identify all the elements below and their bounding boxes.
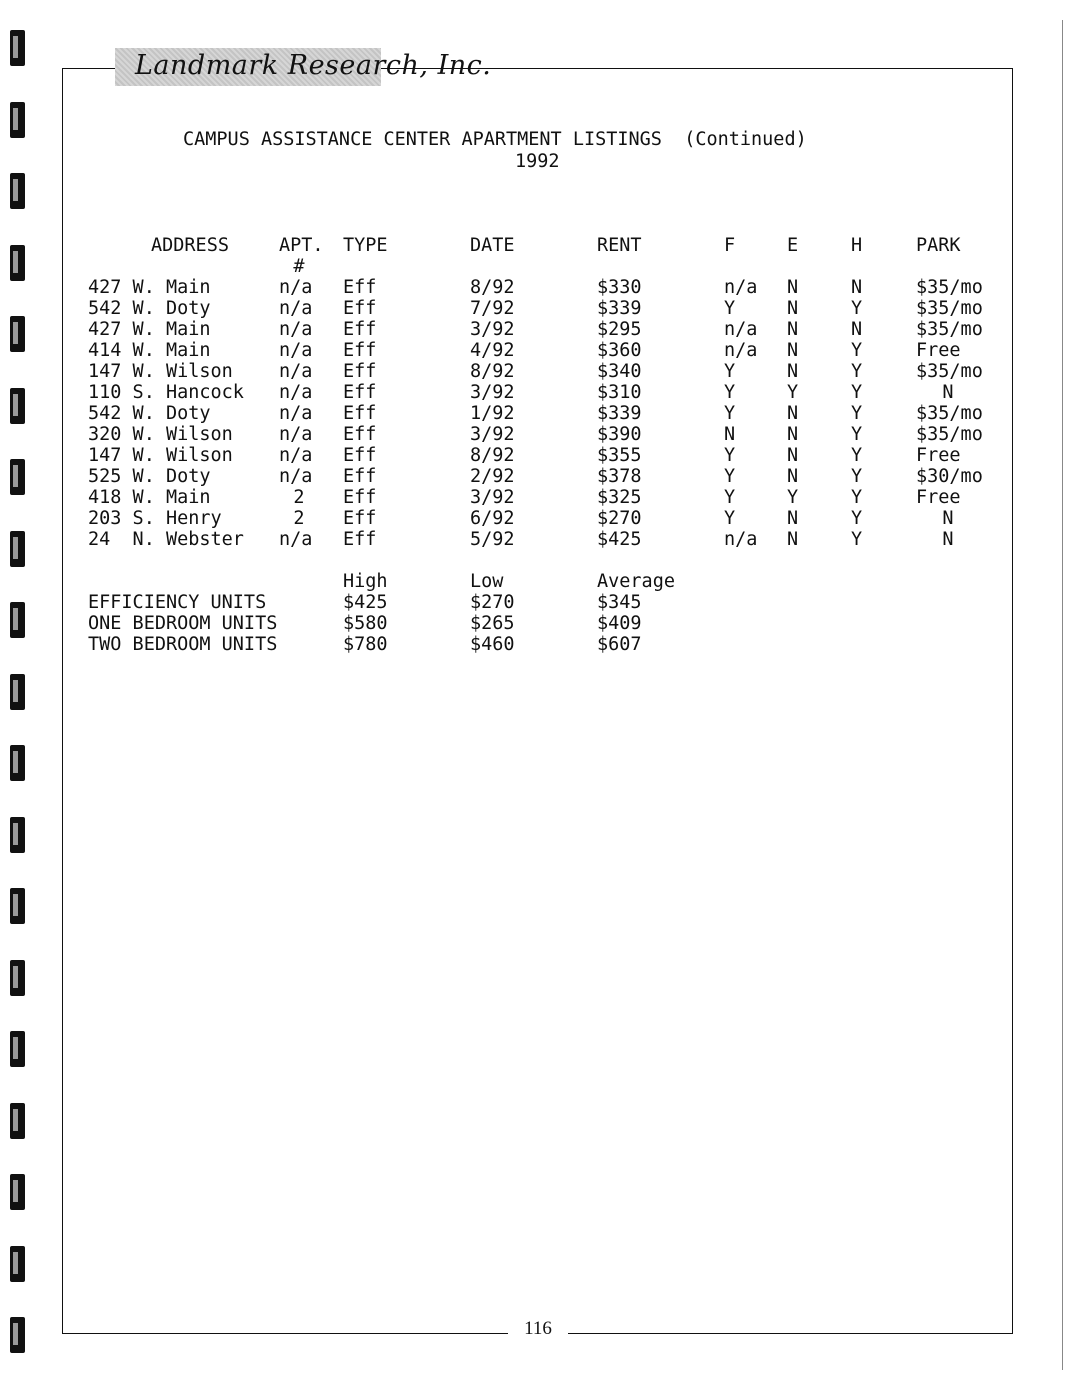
- table-row: [0, 382, 1077, 403]
- cell-rent: $360: [597, 340, 642, 361]
- cell-f: Y: [724, 382, 736, 403]
- cell-apt: n/a: [279, 319, 313, 340]
- cell-date: 8/92: [470, 361, 515, 382]
- cell-f: Y: [724, 487, 736, 508]
- cell-rent: $355: [597, 445, 642, 466]
- cell-rent: $295: [597, 319, 642, 340]
- cell-f: Y: [724, 508, 736, 529]
- binder-hole: [10, 30, 25, 66]
- cell-park: $35/mo: [916, 361, 983, 382]
- cell-h: Y: [851, 382, 863, 403]
- cell-address: 147 W. Wilson: [88, 361, 233, 382]
- header-date: DATE: [470, 235, 515, 256]
- cell-type: Eff: [343, 403, 377, 424]
- cell-h: Y: [851, 466, 863, 487]
- summary-row: [0, 592, 1077, 613]
- cell-address: 147 W. Wilson: [88, 445, 233, 466]
- table-row: [0, 298, 1077, 319]
- cell-h: N: [851, 277, 863, 298]
- cell-address: 418 W. Main: [88, 487, 211, 508]
- table-row: [0, 466, 1077, 487]
- summary-low: $265: [470, 613, 515, 634]
- summary-low: $270: [470, 592, 515, 613]
- cell-address: 525 W. Doty: [88, 466, 211, 487]
- cell-h: Y: [851, 403, 863, 424]
- binder-hole: [10, 745, 25, 781]
- binder-holes: [10, 0, 26, 1379]
- cell-rent: $339: [597, 298, 642, 319]
- cell-type: Eff: [343, 319, 377, 340]
- cell-rent: $325: [597, 487, 642, 508]
- summary-average: $345: [597, 592, 642, 613]
- cell-address: 427 W. Main: [88, 319, 211, 340]
- cell-apt: n/a: [279, 361, 313, 382]
- cell-type: Eff: [343, 529, 377, 550]
- cell-apt: n/a: [279, 298, 313, 319]
- cell-e: N: [787, 529, 799, 550]
- cell-date: 7/92: [470, 298, 515, 319]
- header-apt-sub: #: [293, 256, 305, 277]
- summary-high: $780: [343, 634, 388, 655]
- cell-date: 8/92: [470, 277, 515, 298]
- cell-type: Eff: [343, 487, 377, 508]
- cell-f: Y: [724, 361, 736, 382]
- binder-hole: [10, 102, 25, 138]
- table-row: [0, 529, 1077, 550]
- cell-e: N: [787, 340, 799, 361]
- cell-e: Y: [787, 487, 799, 508]
- cell-type: Eff: [343, 466, 377, 487]
- cell-f: Y: [724, 466, 736, 487]
- cell-rent: $339: [597, 403, 642, 424]
- header-h: H: [851, 235, 863, 256]
- cell-h: Y: [851, 424, 863, 445]
- cell-park: Free: [916, 340, 961, 361]
- table-row: [0, 508, 1077, 529]
- cell-rent: $330: [597, 277, 642, 298]
- cell-address: 542 W. Doty: [88, 403, 211, 424]
- summary-header-high: High: [343, 571, 388, 592]
- cell-rent: $340: [597, 361, 642, 382]
- binder-hole: [10, 173, 25, 209]
- cell-rent: $310: [597, 382, 642, 403]
- table-row: [0, 340, 1077, 361]
- cell-address: 414 W. Main: [88, 340, 211, 361]
- cell-type: Eff: [343, 298, 377, 319]
- cell-type: Eff: [343, 340, 377, 361]
- cell-apt: n/a: [279, 277, 313, 298]
- cell-h: Y: [851, 487, 863, 508]
- cell-apt: n/a: [279, 529, 313, 550]
- cell-type: Eff: [343, 277, 377, 298]
- cell-park: $35/mo: [916, 319, 983, 340]
- cell-apt: 2: [293, 487, 305, 508]
- header-park: PARK: [916, 235, 961, 256]
- summary-label: EFFICIENCY UNITS: [88, 592, 267, 613]
- header-f: F: [724, 235, 736, 256]
- cell-apt: 2: [293, 508, 305, 529]
- summary-label: ONE BEDROOM UNITS: [88, 613, 278, 634]
- cell-h: Y: [851, 361, 863, 382]
- cell-e: Y: [787, 382, 799, 403]
- cell-date: 8/92: [470, 445, 515, 466]
- summary-header-average: Average: [597, 571, 675, 592]
- cell-type: Eff: [343, 361, 377, 382]
- cell-e: N: [787, 298, 799, 319]
- binder-hole: [10, 960, 25, 996]
- cell-address: 427 W. Main: [88, 277, 211, 298]
- cell-f: Y: [724, 403, 736, 424]
- header-type: TYPE: [343, 235, 388, 256]
- cell-date: 3/92: [470, 487, 515, 508]
- summary-row: [0, 613, 1077, 634]
- cell-park: $35/mo: [916, 403, 983, 424]
- cell-date: 4/92: [470, 340, 515, 361]
- cell-park: Free: [916, 445, 961, 466]
- company-name: Landmark Research, Inc.: [135, 50, 492, 81]
- summary-high: $580: [343, 613, 388, 634]
- header-address: ADDRESS: [151, 235, 229, 256]
- table-row: [0, 319, 1077, 340]
- binder-hole: [10, 1246, 25, 1282]
- table-row: [0, 424, 1077, 445]
- cell-park: $30/mo: [916, 466, 983, 487]
- header-apt: APT.: [279, 235, 324, 256]
- cell-park: $35/mo: [916, 424, 983, 445]
- cell-date: 2/92: [470, 466, 515, 487]
- summary-row: [0, 634, 1077, 655]
- page-number: 116: [524, 1318, 552, 1339]
- cell-apt: n/a: [279, 403, 313, 424]
- cell-rent: $390: [597, 424, 642, 445]
- cell-f: n/a: [724, 277, 758, 298]
- cell-park: N: [942, 382, 954, 403]
- cell-date: 3/92: [470, 382, 515, 403]
- cell-apt: n/a: [279, 340, 313, 361]
- binder-hole: [10, 1031, 25, 1067]
- cell-e: N: [787, 403, 799, 424]
- cell-park: $35/mo: [916, 298, 983, 319]
- cell-apt: n/a: [279, 466, 313, 487]
- cell-h: N: [851, 319, 863, 340]
- summary-high: $425: [343, 592, 388, 613]
- cell-e: N: [787, 466, 799, 487]
- binder-hole: [10, 888, 25, 924]
- table-row: [0, 403, 1077, 424]
- cell-park: N: [942, 508, 954, 529]
- binder-hole: [10, 817, 25, 853]
- page-title: CAMPUS ASSISTANCE CENTER APARTMENT LISTINGS (Continued): [183, 129, 807, 150]
- cell-type: Eff: [343, 382, 377, 403]
- cell-f: n/a: [724, 529, 758, 550]
- page-frame: [62, 68, 1013, 1334]
- cell-e: N: [787, 277, 799, 298]
- cell-h: Y: [851, 340, 863, 361]
- cell-f: n/a: [724, 340, 758, 361]
- cell-address: 24 N. Webster: [88, 529, 244, 550]
- cell-apt: n/a: [279, 445, 313, 466]
- cell-apt: n/a: [279, 382, 313, 403]
- cell-address: 320 W. Wilson: [88, 424, 233, 445]
- cell-f: Y: [724, 445, 736, 466]
- header-rent: RENT: [597, 235, 642, 256]
- binder-hole: [10, 1103, 25, 1139]
- table-row: [0, 445, 1077, 466]
- cell-address: 203 S. Henry: [88, 508, 222, 529]
- cell-e: N: [787, 445, 799, 466]
- table-row: [0, 361, 1077, 382]
- header-e: E: [787, 235, 799, 256]
- table-row: [0, 487, 1077, 508]
- cell-address: 110 S. Hancock: [88, 382, 244, 403]
- table-row: [0, 277, 1077, 298]
- cell-type: Eff: [343, 445, 377, 466]
- cell-h: Y: [851, 298, 863, 319]
- cell-park: $35/mo: [916, 277, 983, 298]
- binder-hole: [10, 1317, 25, 1353]
- cell-type: Eff: [343, 424, 377, 445]
- summary-header-low: Low: [470, 571, 504, 592]
- cell-h: Y: [851, 529, 863, 550]
- summary-low: $460: [470, 634, 515, 655]
- cell-h: Y: [851, 508, 863, 529]
- cell-date: 5/92: [470, 529, 515, 550]
- page-subtitle-year: 1992: [515, 151, 560, 172]
- cell-date: 6/92: [470, 508, 515, 529]
- cell-apt: n/a: [279, 424, 313, 445]
- cell-address: 542 W. Doty: [88, 298, 211, 319]
- letterhead-logo: [115, 48, 492, 86]
- binder-hole: [10, 1174, 25, 1210]
- summary-average: $607: [597, 634, 642, 655]
- cell-park: N: [942, 529, 954, 550]
- cell-f: N: [724, 424, 736, 445]
- binder-hole: [10, 245, 25, 281]
- cell-e: N: [787, 361, 799, 382]
- cell-f: Y: [724, 298, 736, 319]
- cell-date: 3/92: [470, 319, 515, 340]
- cell-type: Eff: [343, 508, 377, 529]
- cell-rent: $270: [597, 508, 642, 529]
- page-edge: [1062, 20, 1063, 1370]
- cell-park: Free: [916, 487, 961, 508]
- cell-e: N: [787, 508, 799, 529]
- cell-e: N: [787, 424, 799, 445]
- cell-date: 1/92: [470, 403, 515, 424]
- cell-rent: $425: [597, 529, 642, 550]
- cell-e: N: [787, 319, 799, 340]
- cell-h: Y: [851, 445, 863, 466]
- binder-hole: [10, 674, 25, 710]
- summary-label: TWO BEDROOM UNITS: [88, 634, 278, 655]
- summary-average: $409: [597, 613, 642, 634]
- cell-date: 3/92: [470, 424, 515, 445]
- cell-f: n/a: [724, 319, 758, 340]
- cell-rent: $378: [597, 466, 642, 487]
